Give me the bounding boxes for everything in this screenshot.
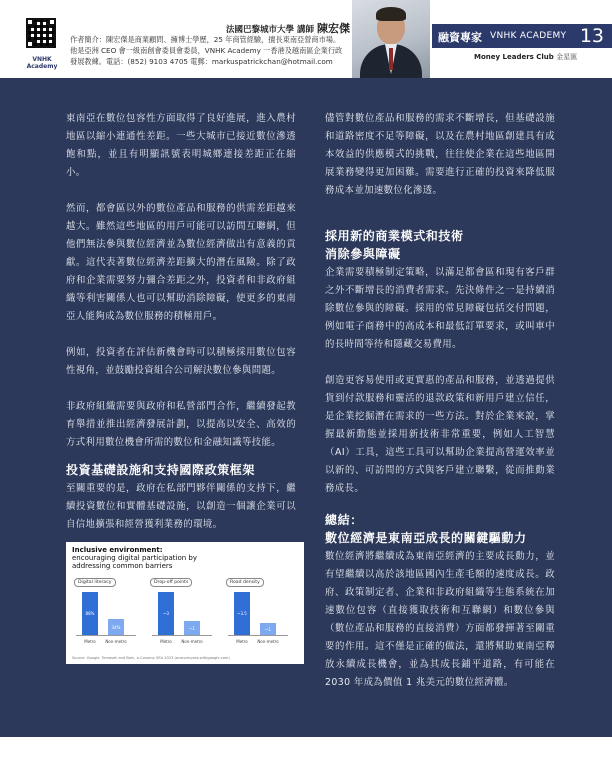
bio-line: 他是亞洲 CEO 會一級南創會委員會委員，VNHK Academy 一香港及越南區企業行政 [70, 46, 343, 55]
section-heading: 採用新的商業模式和技術 [325, 229, 464, 243]
brand-english: VNHK ACADEMY [490, 31, 567, 41]
paragraph: 然而，都會區以外的數位產品和服務的供需差距越來越大。雖然這些地區的用戶可能可以訪問互聯網，但他們無法參與數位經濟並為數位經濟做出有意義的貢獻。這代表著數位經濟差距擴大的潛在風險。除了政府和企業需要努力彌合差距之外，投資者和非政府組織等利害關係人也可以幫助消除障礙，使更多的東南亞人能夠成為數位服務的積極用戶。 [66, 203, 296, 322]
bar-value-label: ~1 [265, 626, 271, 632]
page-footer [0, 737, 612, 768]
bio-line: 發展教練。電話：(852) 9103 4705 電郵：markuspatrickchan@hotmail.com [70, 57, 333, 66]
bar-value-label: 88% [85, 611, 95, 616]
section-heading: 總結： [325, 513, 363, 527]
category-label: Metro [160, 639, 172, 644]
category-label: Non-metro [105, 639, 127, 644]
article-body [0, 78, 612, 737]
category-label: Metro [236, 639, 248, 644]
chart-subtitle: encouraging digital participation by [72, 554, 197, 562]
panel-label: Drop-off points [150, 578, 192, 587]
section-heading: 消除參與障礙 [325, 247, 401, 261]
qr-label: VNHK Academy [26, 56, 58, 70]
chart-subtitle: addressing common barriers [72, 562, 173, 570]
paragraph: 儘管對數位產品和服務的需求不斷增長，但基礎設施和道路密度不足等障礙，以及在農村地區創建具有成本效益的供應模式的挑戰，往往使企業在這些地區開展業務變得更加困難。需要進行正確的投資來降低服務成本並加速數位化滲透。 [325, 113, 555, 196]
author-affiliation: 法國巴黎城市大學 講師 [226, 25, 314, 35]
bar-value-label: ~3.5 [237, 611, 247, 616]
page-number: 13 [579, 25, 604, 47]
category-label: Metro [84, 639, 96, 644]
chart-baseline [228, 635, 288, 636]
paragraph: 例如，投資者在評估新機會時可以積極採用數位包容性視角，並鼓勵投資組合公司解決數位參與問題。 [66, 347, 296, 376]
left-column [66, 110, 296, 664]
paragraph: 數位經濟將繼續成為東南亞經濟的主要成長動力，並有望繼續以高於該地區國內生產毛額的速度成長。政府、政策制定者、企業和非政府組織等生態系統在加速數位包容（直接獲取技術和互聯網）和數位參與（數位產品和服務的直接消費）方面都發揮著至關重要的作用。這不僅是正確的做法，還將幫助東南亞釋放永續成長機會，並為其成長鋪平道路，有可能在 2030 年成為價值 1 兆美元的數位經濟體。 [325, 551, 555, 688]
author-bio [70, 34, 348, 67]
paragraph: 非政府組織需要與政府和私營部門合作，繼續發起教育舉措並推出經濟發展計劃，以提高以安全、高效的方式利用數位機會所需的數位和金融知識等技能。 [66, 401, 296, 448]
paragraph: 創造更容易使用或更實惠的產品和服務，並透過提供貨到付款服務和靈活的退款政策和新用戶建立信任，是企業挖掘潛在需求的一些方法。對於企業來說，掌握最新動態並採用新技術非常重要，例如人工智慧（AI）工具，這些工具可以幫助企業提高營運效率並以新的、可訪問的方式與客戶建立聯繫，從而推動業務成長。 [325, 375, 555, 494]
page-header [0, 0, 612, 78]
panel-label: Road density [226, 578, 264, 587]
category-label: Non-metro [181, 639, 203, 644]
paragraph: 東南亞在數位包容性方面取得了良好進展，進入農村地區以縮小連通性差距。一些大城市已接近數位滲透飽和點，並且有明顯訊號表明城鄉連接差距正在縮小。 [66, 113, 296, 178]
bar-value-label: 34% [111, 624, 121, 630]
qr-code-icon[interactable] [26, 18, 56, 48]
author-name: 陳宏傑 [317, 22, 350, 35]
bio-line: 作者簡介：陳宏傑是商業顧問、擁博士學歷，25 年商管經驗，擅長東南亞營商市場。 [70, 35, 341, 44]
paragraph: 至關重要的是，政府在私部門夥伴關係的支持下，繼續投資數位和實體基礎設施，以創造一個讓企業可以自信地擴張和經營獲利業務的環境。 [66, 483, 296, 530]
bar-value-label: ~3 [163, 611, 169, 616]
chart-title [72, 546, 292, 570]
chart-baseline [76, 635, 136, 636]
category-label: Non-metro [257, 639, 279, 644]
chart-source: Source: Google, Temasek and Bain, e-Conomy SEA 2023 (economysea.withgoogle.com) [72, 656, 230, 660]
club-english: Money Leaders Club [474, 53, 554, 61]
paragraph: 企業需要積極制定策略，以滿足都會區和現有客戶群之外不斷增長的消費者需求。先決條件之一是持續消除數位參與的障礙。採用的常見障礙包括交付問題，例如電子商務中的高成本和最低訂單要求，或叫車中的長時間等待和隱藏交易費用。 [325, 267, 555, 350]
club-chinese: 金星匯 [556, 53, 578, 61]
author-photo [352, 0, 430, 78]
chart-baseline [152, 635, 212, 636]
inclusive-environment-chart [66, 542, 304, 664]
bar-value-label: ~1 [189, 625, 195, 631]
club-name [474, 52, 577, 62]
chart-panel [150, 578, 214, 644]
chart-title-text: Inclusive environment: [72, 546, 163, 554]
chart-panel [74, 578, 138, 644]
section-heading: 數位經濟是東南亞成長的關鍵驅動力 [325, 531, 527, 545]
section-heading: 投資基礎設施和支持國際政策框架 [66, 463, 256, 477]
brand-chinese: 融資專家 [438, 31, 482, 44]
right-column [325, 110, 555, 710]
panel-label: Digital literacy [74, 578, 116, 587]
chart-panel [226, 578, 290, 644]
column-brand-bar [432, 24, 612, 48]
